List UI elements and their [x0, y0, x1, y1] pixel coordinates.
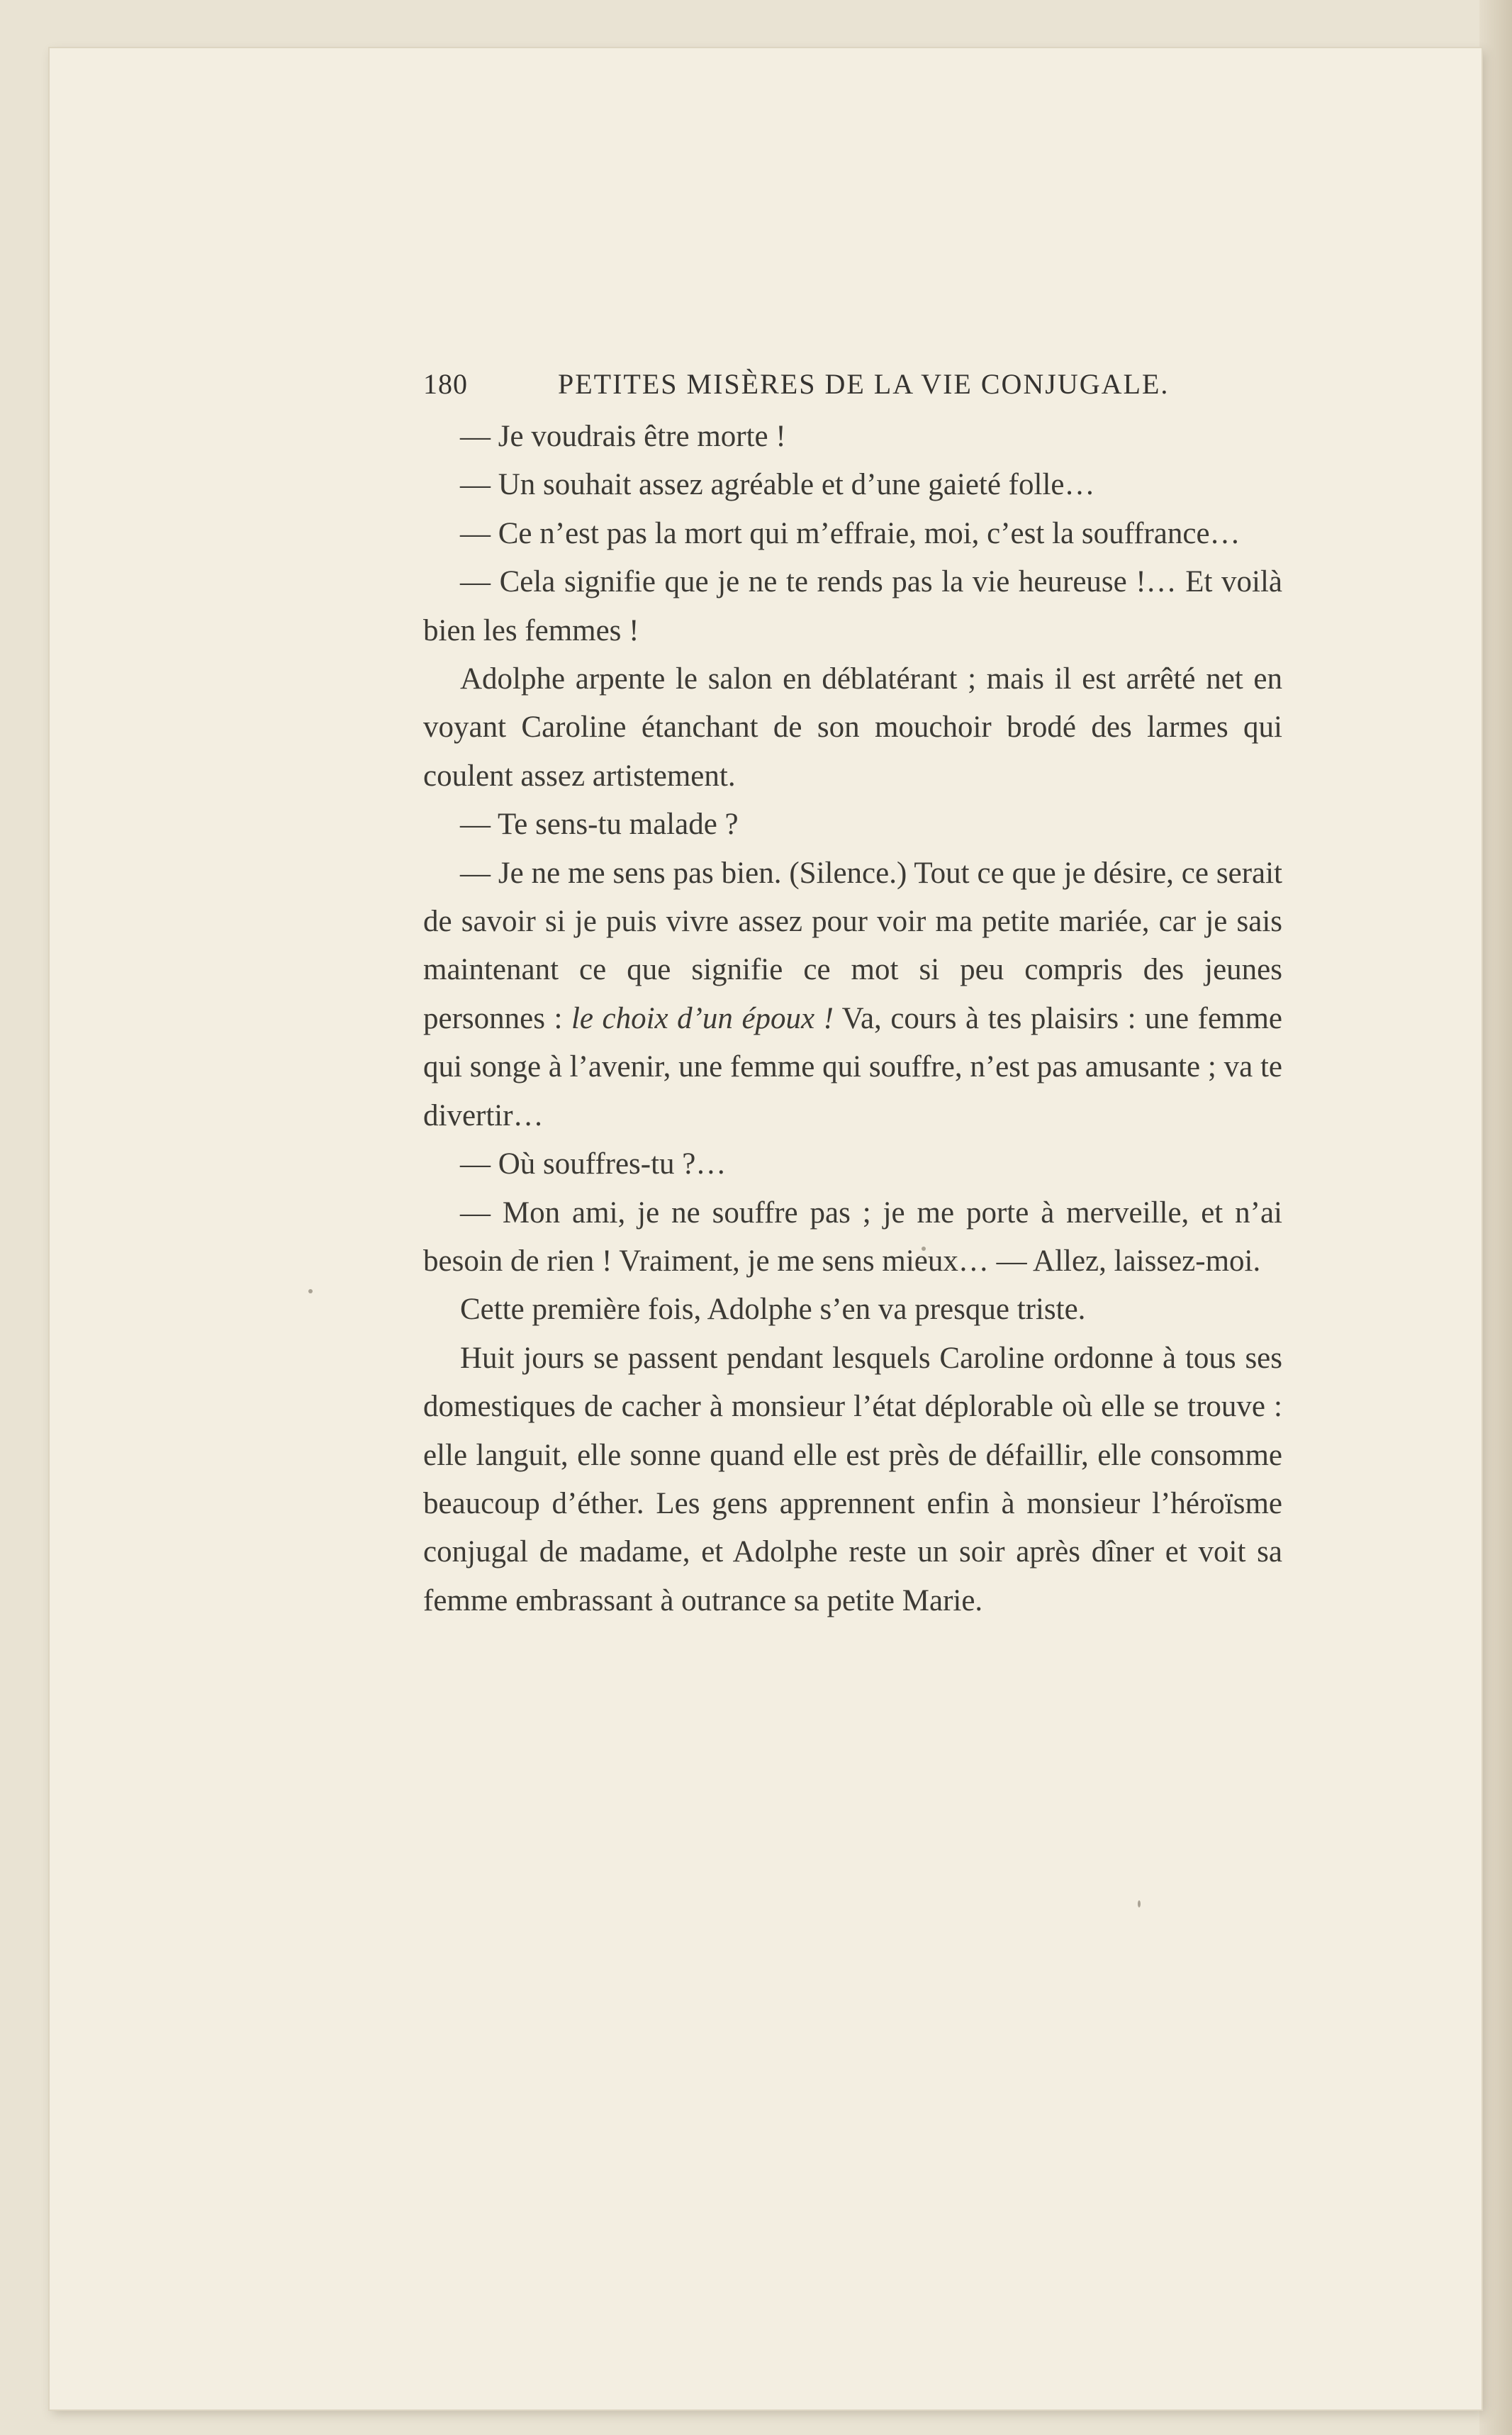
text-block [423, 367, 1282, 1625]
paragraph-text: — Je ne me sens pas bien. (Silence.) Tout ce que je désire, ce serait de savoir si je puis vivre assez pour voir ma petite mariée, car je sais maintenant ce que signifie ce mot si peu compris des jeunes personnes : [423, 856, 1282, 1035]
paragraph: — Cela signifie que je ne te rends pas la vie heureuse !… Et voilà bien les femmes ! [423, 565, 1282, 647]
running-title: PETITES MISÈRES DE LA VIE CONJUGALE. [558, 368, 1170, 400]
paragraph: — Où souffres-tu ?… [460, 1147, 727, 1181]
italic-phrase: le choix d’un époux ! [571, 1001, 834, 1035]
paragraph: Cette première fois, Adolphe s’en va presque triste. [460, 1293, 1086, 1327]
paragraph: — Un souhait assez agréable et d’une gaieté folle… [460, 468, 1095, 502]
paragraph [423, 849, 1282, 1140]
paragraph: Huit jours se passent pendant lesquels Caroline ordonne à tous ses domestiques de cacher à monsieur l’état déplorable où elle se trouve : elle languit, elle sonne quand elle est près de défaillir, elle consomme beaucoup d’éther. Les gens apprennent enfin à monsieur l’héroïsme conjugal de madame, et Adolphe reste un soir après dîner et voit sa femme embrassant à outrance sa petite Marie. [423, 1341, 1282, 1617]
paper-speck [1138, 1900, 1141, 1907]
paragraph: Adolphe arpente le salon en déblatérant ; mais il est arrêté net en voyant Caroline étanchant de son mouchoir brodé des larmes qui coulent assez artistement. [423, 662, 1282, 793]
paragraph: — Je voudrais être morte ! [460, 420, 786, 453]
page-edge [1479, 0, 1512, 2435]
paper-speck [308, 1289, 313, 1293]
running-head [423, 367, 1282, 410]
paragraph: — Mon ami, je ne souffre pas ; je me porte à merveille, et n’ai besoin de rien ! Vraiment, je me sens mieux… — Allez, laissez-moi. [423, 1196, 1282, 1278]
paragraph: — Te sens-tu malade ? [460, 808, 739, 842]
paragraph-text: Va, cours à tes plaisirs : une femme qui songe à l’avenir, une femme qui souffre, n’est pas amusante ; va te divertir… [423, 1001, 1283, 1132]
page-number: 180 [423, 368, 468, 400]
paragraph: — Ce n’est pas la mort qui m’effraie, moi, c’est la souffrance… [460, 516, 1241, 550]
